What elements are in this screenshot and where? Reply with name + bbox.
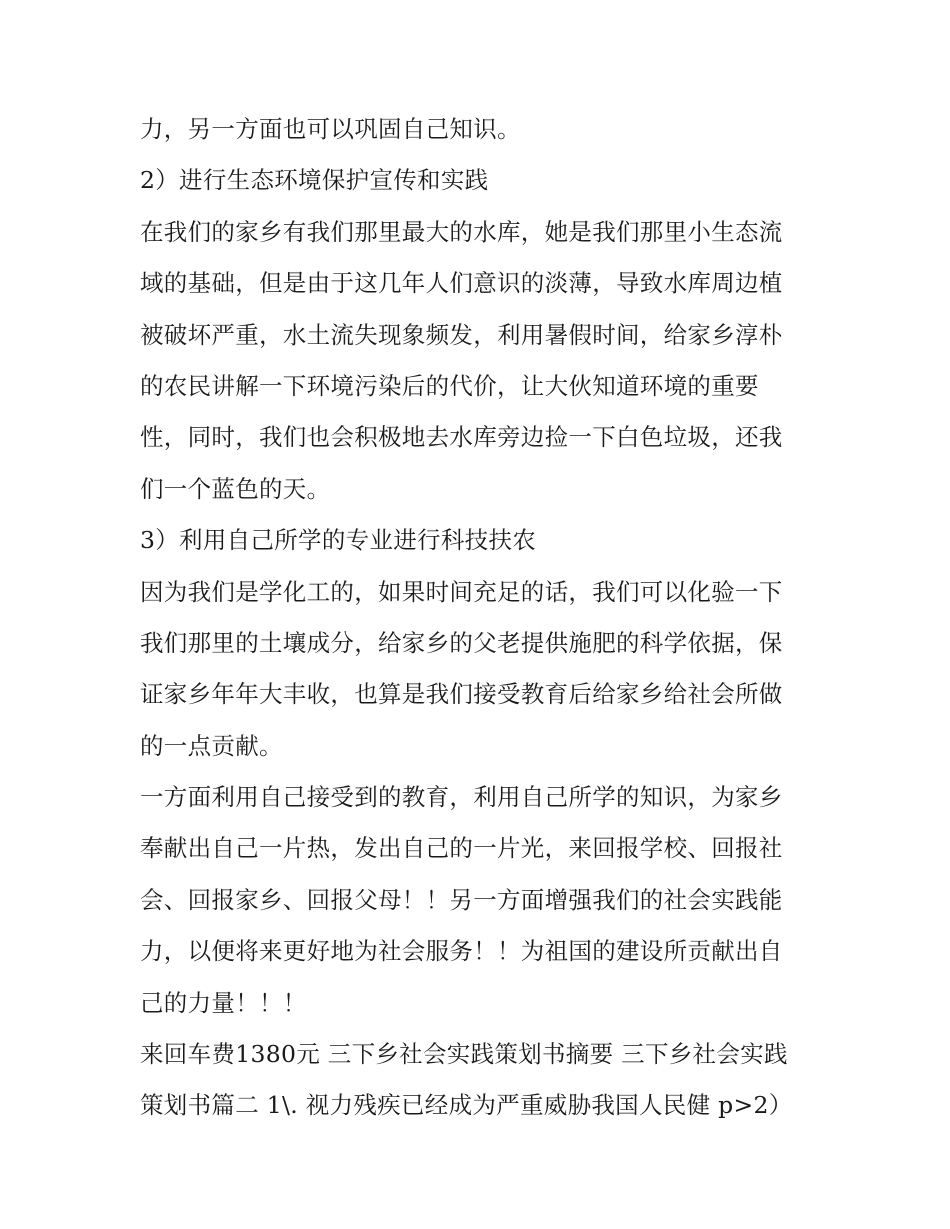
text-line: 一方面利用自己接受到的教育，利用自己所学的知识，为家乡: [140, 783, 783, 812]
text-line: 们一个蓝色的天。: [140, 474, 331, 503]
text-line: 被破坏严重，水土流失现象频发，利用暑假时间，给家乡淳朴: [140, 320, 783, 349]
text-line: 奉献出自己一片热，发出自己的一片光，来回报学校、回报社: [140, 834, 783, 863]
text-line: 的农民讲解一下环境污染后的代价，让大伙知道环境的重要: [140, 371, 759, 400]
text-line: 证家乡年年大丰收，也算是我们接受教育后给家乡给社会所做: [140, 680, 783, 709]
text-line: 策划书篇二 1\. 视力残疾已经成为严重威胁我国人民健 p>2）: [140, 1091, 793, 1120]
section-heading: 2）进行生态环境保护宣传和实践: [140, 166, 489, 195]
text-line: 的一点贡献。: [140, 731, 283, 760]
text-line: 域的基础，但是由于这几年人们意识的淡薄，导致水库周边植: [140, 269, 783, 298]
text-line: 来回车费1380元 三下乡社会实践策划书摘要 三下乡社会实践: [140, 1040, 788, 1069]
text-line: 因为我们是学化工的，如果时间充足的话，我们可以化验一下: [140, 577, 783, 606]
text-line: 力，以便将来更好地为社会服务！！为祖国的建设所贡献出自: [140, 937, 783, 966]
section-heading: 3）利用自己所学的专业进行科技扶农: [140, 526, 537, 555]
text-line: 我们那里的土壤成分，给家乡的父老提供施肥的科学依据，保: [140, 628, 783, 657]
document-body: [140, 104, 820, 1132]
text-line: 在我们的家乡有我们那里最大的水库，她是我们那里小生态流: [140, 217, 783, 246]
text-line: 力，另一方面也可以巩固自己知识。: [140, 115, 521, 143]
text-line: 己的力量！！！: [140, 988, 307, 1017]
text-line: 会、回报家乡、回报父母！！另一方面增强我们的社会实践能: [140, 885, 783, 914]
text-line: 性，同时，我们也会积极地去水库旁边捡一下白色垃圾，还我: [140, 423, 783, 452]
